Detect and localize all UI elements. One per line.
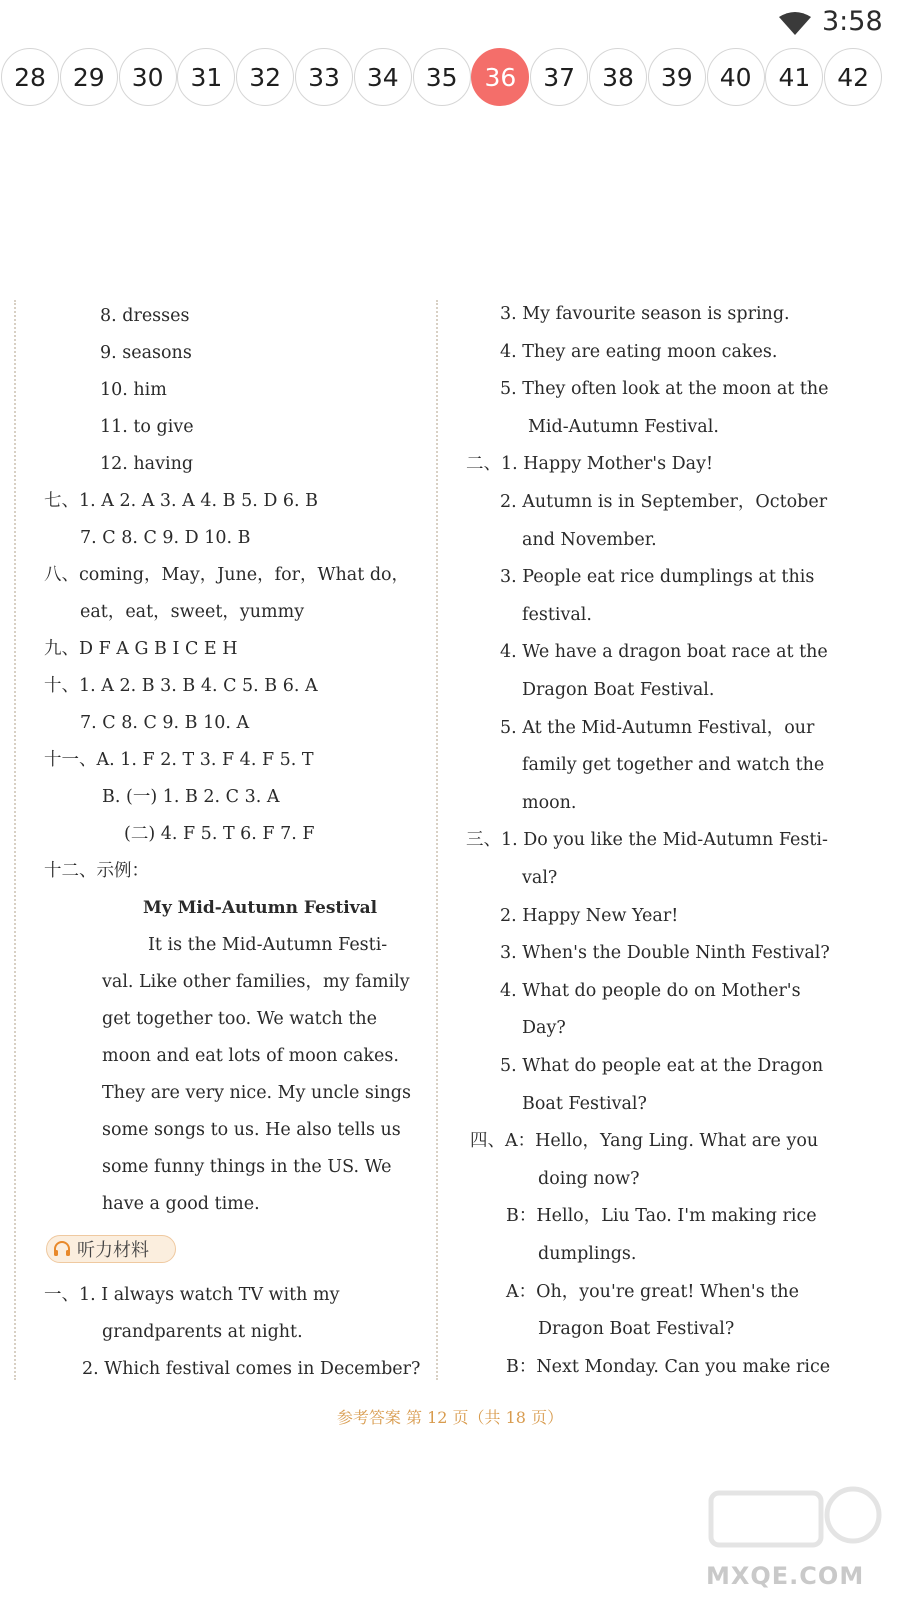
- answer-line: 3. People eat rice dumplings at this: [500, 567, 815, 588]
- left-margin-line: [14, 300, 16, 1380]
- answer-line: moon.: [522, 792, 577, 813]
- answer-line: 十一、A. 1. F 2. T 3. F 4. F 5. T: [44, 750, 314, 770]
- wifi-icon: [778, 12, 812, 36]
- answer-line: 二、1. Happy Mother's Day!: [466, 454, 714, 475]
- answer-line: dumplings.: [538, 1244, 637, 1264]
- page-number-41[interactable]: 41: [765, 48, 823, 106]
- answer-line: B：Hello，Liu Tao. I'm making rice: [506, 1206, 817, 1227]
- page-number-32[interactable]: 32: [236, 48, 294, 106]
- answer-line: Mid-Autumn Festival.: [528, 416, 719, 437]
- page-number-42[interactable]: 42: [824, 48, 882, 106]
- answer-line: 9. seasons: [100, 343, 192, 363]
- watermark-text: MXQE.COM: [706, 1562, 865, 1590]
- page-number-29[interactable]: 29: [60, 48, 118, 106]
- essay-line: have a good time.: [102, 1194, 260, 1214]
- answer-line: 4. What do people do on Mother's: [500, 980, 801, 1001]
- answer-line: 12. having: [100, 454, 194, 474]
- answer-line: 11. to give: [100, 417, 194, 437]
- answer-line: 7. C 8. C 9. D 10. B: [80, 528, 251, 548]
- answer-line: 十二、示例：: [44, 861, 149, 881]
- answer-line: B. (一) 1. B 2. C 3. A: [102, 787, 280, 807]
- answer-line: 九、D F A G B I C E H: [44, 639, 238, 659]
- answer-line: 三、1. Do you like the Mid-Autumn Festi-: [466, 830, 828, 851]
- answer-line: (二) 4. F 5. T 6. F 7. F: [124, 824, 315, 844]
- answer-line: 七、1. A 2. A 3. A 4. B 5. D 6. B: [44, 491, 319, 511]
- answer-line: A：Oh，you're great! When's the: [506, 1281, 799, 1302]
- page-number-30[interactable]: 30: [119, 48, 177, 106]
- answer-line: 八、coming，May，June，for，What do，: [44, 565, 410, 585]
- answer-line: and November.: [522, 529, 657, 550]
- essay-line: It is the Mid-Autumn Festi-: [148, 935, 388, 955]
- listening-line: 一、1. I always watch TV with my: [44, 1285, 340, 1305]
- essay-line: get together too. We watch the: [102, 1009, 378, 1029]
- answer-line: eat，eat，sweet，yummy: [80, 602, 305, 622]
- page-number-38[interactable]: 38: [589, 48, 647, 106]
- page-number-34[interactable]: 34: [354, 48, 412, 106]
- answer-line: 10. him: [100, 380, 167, 400]
- page-number-33[interactable]: 33: [295, 48, 353, 106]
- answer-line: festival.: [522, 604, 592, 625]
- essay-line: val. Like other families，my family: [102, 972, 410, 992]
- essay-line: some songs to us. He also tells us: [102, 1120, 401, 1140]
- answer-line: 7. C 8. C 9. B 10. A: [80, 713, 250, 733]
- answer-line: Dragon Boat Festival?: [538, 1319, 735, 1340]
- answer-line: 3. My favourite season is spring.: [500, 304, 790, 324]
- answer-line: val?: [522, 868, 558, 888]
- answer-line: 十、1. A 2. B 3. B 4. C 5. B 6. A: [44, 676, 318, 696]
- page-footer: 参考答案 第 12 页（共 18 页）: [336, 1408, 564, 1427]
- listening-line: 2. Which festival comes in December?: [82, 1359, 421, 1379]
- page-navigator: [0, 48, 900, 110]
- answer-line: doing now?: [538, 1168, 640, 1189]
- answer-line: 4. We have a dragon boat race at the: [500, 642, 828, 663]
- page-number-39[interactable]: 39: [648, 48, 706, 106]
- essay-line: moon and eat lots of moon cakes.: [102, 1046, 399, 1066]
- answer-line: 5. At the Mid-Autumn Festival，our: [500, 717, 815, 738]
- status-bar: [0, 0, 900, 46]
- answer-line: 5. What do people eat at the Dragon: [500, 1056, 824, 1076]
- answer-line: 5. They often look at the moon at the: [500, 379, 829, 400]
- page-number-37[interactable]: 37: [530, 48, 588, 106]
- answer-line: 四、A：Hello，Yang Ling. What are you: [470, 1131, 819, 1152]
- page-number-31[interactable]: 31: [177, 48, 235, 106]
- answer-line: Dragon Boat Festival.: [522, 680, 715, 700]
- answer-line: Day?: [522, 1018, 566, 1039]
- essay-line: some funny things in the US. We: [102, 1157, 392, 1177]
- page-number-28[interactable]: 28: [1, 48, 59, 106]
- page-number-35[interactable]: 35: [413, 48, 471, 106]
- essay-title: My Mid-Autumn Festival: [143, 898, 378, 918]
- clock: 3:58: [822, 6, 883, 37]
- essay-line: They are very nice. My uncle sings: [102, 1083, 411, 1103]
- answer-line: Boat Festival?: [522, 1093, 647, 1114]
- answer-line: 4. They are eating moon cakes.: [500, 341, 778, 362]
- answer-line: B：Next Monday. Can you make rice: [506, 1356, 831, 1377]
- headphones-icon: [53, 1240, 71, 1258]
- answer-line: 8. dresses: [100, 306, 190, 326]
- answer-line: 3. When's the Double Ninth Festival?: [500, 943, 830, 964]
- page-number-40[interactable]: 40: [707, 48, 765, 106]
- answer-line: 2. Happy New Year!: [500, 905, 679, 926]
- column-divider: [436, 300, 438, 1380]
- page-number-36[interactable]: 36: [471, 48, 529, 106]
- listening-line: grandparents at night.: [102, 1322, 303, 1342]
- answer-line: family get together and watch the: [522, 755, 825, 776]
- listening-tag-label: 听力材料: [77, 1240, 149, 1261]
- answer-line: 2. Autumn is in September，October: [500, 492, 828, 512]
- listening-material-tag: [46, 1235, 176, 1263]
